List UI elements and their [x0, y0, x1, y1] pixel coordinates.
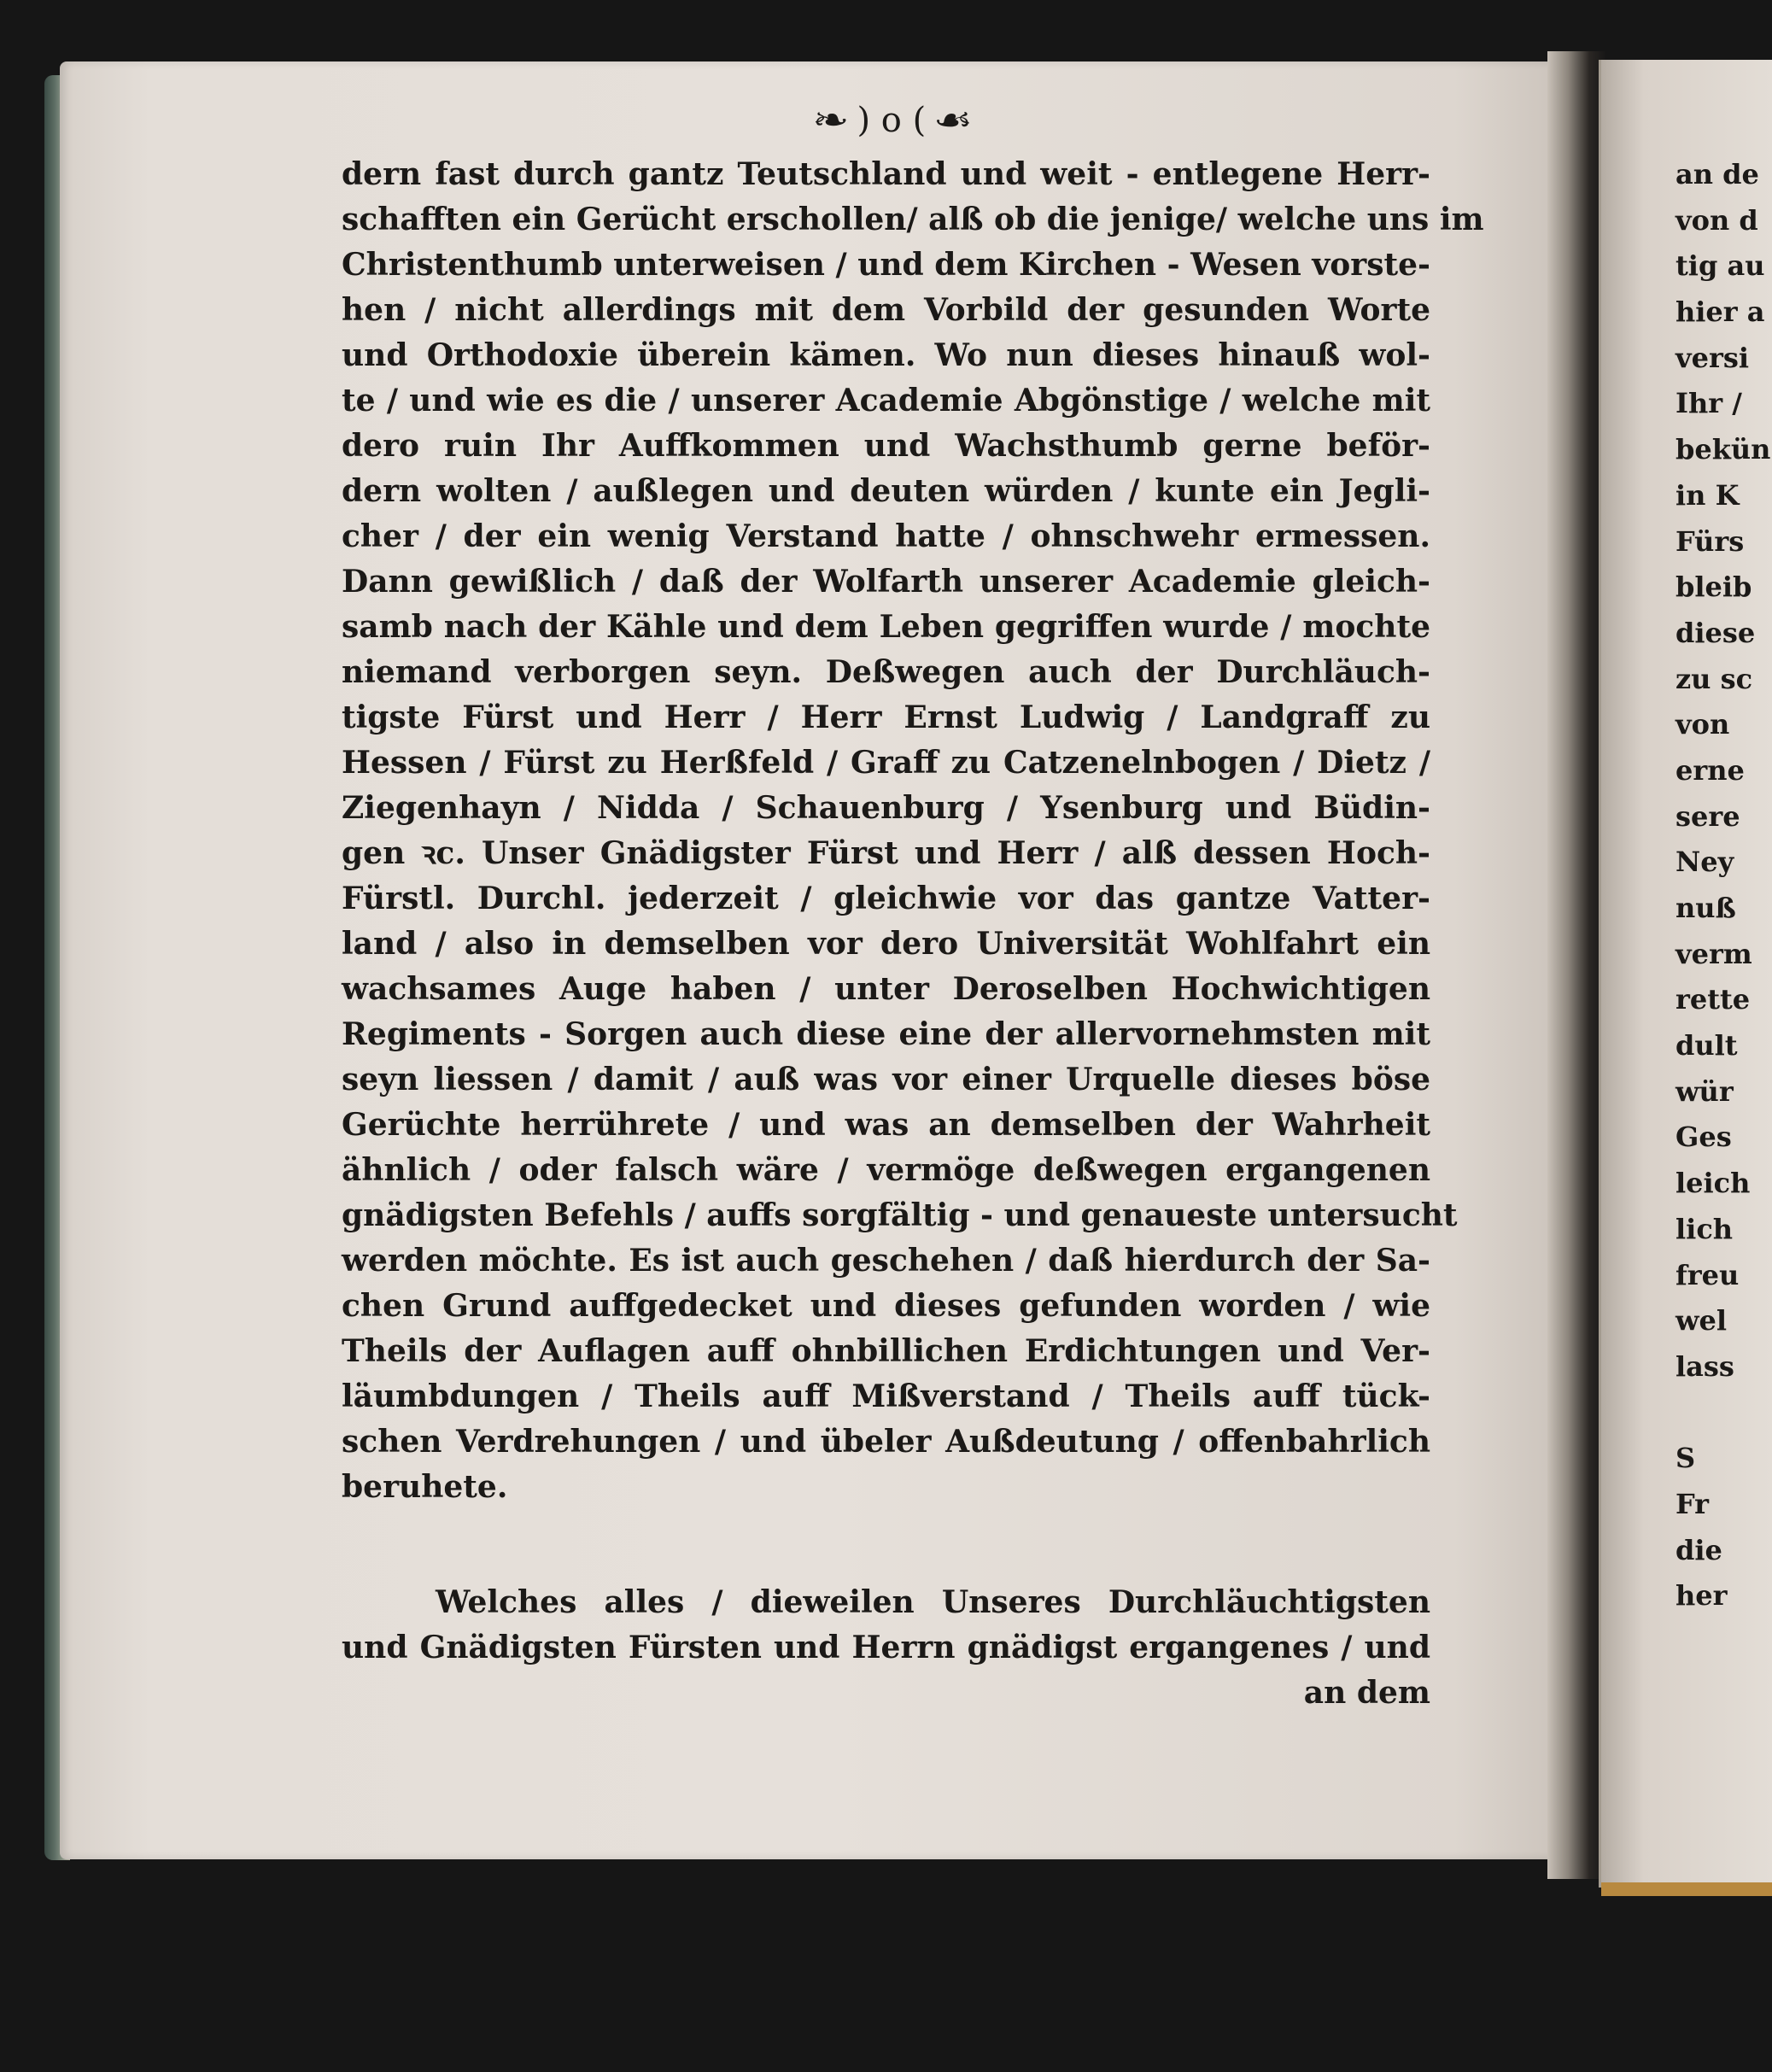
text-line: gen ꝛc. Unser Gnädigster Fürst und Herr / alß dessen Hoch- — [342, 835, 1430, 871]
text-line: beruhete. — [342, 1469, 508, 1505]
text-line: land / also in demselben vor dero Universität Wohlfahrt ein — [342, 926, 1430, 962]
facing-line: verm — [1676, 937, 1752, 970]
facing-line: leich — [1676, 1167, 1751, 1200]
facing-line: Ges — [1676, 1121, 1732, 1154]
text-line: und Gnädigsten Fürsten und Herrn gnädigst ergangenes / und — [342, 1630, 1430, 1665]
facing-line: wür — [1676, 1074, 1734, 1108]
facing-page-text — [1676, 152, 1771, 1619]
text-line: Regiments - Sorgen auch diese eine der allervornehmsten mit — [342, 1016, 1430, 1052]
facing-line: von — [1676, 708, 1730, 741]
facing-line: tig au — [1676, 249, 1765, 283]
facing-line: in K — [1676, 478, 1740, 512]
text-line: läumbdungen / Theils auff Mißverstand / Theils auff tück- — [342, 1378, 1430, 1414]
text-line: Hessen / Fürst zu Herßfeld / Graff zu Catzenelnbogen / Dietz / — [342, 745, 1430, 781]
facing-line: Fr — [1676, 1487, 1710, 1520]
main-text-block — [342, 152, 1484, 1716]
facing-line: hier a — [1676, 296, 1765, 329]
text-line: seyn liessen / damit / auß was vor einer Urquelle dieses böse — [342, 1062, 1430, 1097]
text-line: niemand verborgen seyn. Deßwegen auch der Durchläuch- — [342, 654, 1430, 690]
facing-line: bleib — [1676, 571, 1752, 604]
facing-line: zu sc — [1676, 662, 1753, 695]
text-line: Dann gewißlich / daß der Wolfarth unserer Academie gleich- — [342, 564, 1430, 600]
facing-line: Ney — [1676, 846, 1734, 879]
text-line: dern wolten / außlegen und deuten würden / kunte ein Jegli- — [342, 473, 1430, 509]
text-line: und Orthodoxie überein kämen. Wo nun dieses hinauß wol- — [342, 337, 1430, 373]
facing-line: S — [1676, 1442, 1696, 1475]
running-head — [751, 101, 1033, 140]
text-line: wachsames Auge haben / unter Deroselben Hochwichtigen — [342, 971, 1430, 1007]
facing-line — [1676, 1390, 1757, 1437]
text-line: Gerüchte herrührete / und was an demselben der Wahrheit — [342, 1107, 1430, 1143]
text-line: Christenthumb unterweisen / und dem Kirchen - Wesen vorste- — [342, 247, 1430, 283]
right-ornament-icon: ☙ — [933, 101, 974, 140]
text-line: Welches alles / dieweilen Unseres Durchläuchtigsten — [436, 1584, 1430, 1620]
facing-line: wel — [1676, 1304, 1728, 1337]
text-line: dern fast durch gantz Teutschland und weit - entlegene Herr- — [342, 156, 1430, 192]
text-line: schen Verdrehungen / und übeler Außdeutung / offenbahrlich — [342, 1424, 1430, 1460]
text-line: dero ruin Ihr Auffkommen und Wachsthumb gerne beför- — [342, 428, 1430, 464]
left-ornament-icon: ❧ — [811, 101, 850, 140]
text-line: ähnlich / oder falsch wäre / vermöge deßwegen ergangenen — [342, 1152, 1430, 1188]
facing-line: lich — [1676, 1212, 1734, 1245]
facing-line: versi — [1676, 341, 1749, 374]
facing-line: diese — [1676, 616, 1756, 649]
paragraph-gap — [342, 1510, 1430, 1580]
text-line: Fürstl. Durchl. jederzeit / gleichwie vor das gantze Vatter- — [342, 881, 1430, 916]
facing-line: erne — [1676, 753, 1745, 787]
facing-line: lass — [1676, 1349, 1734, 1383]
running-head-text: ) o ( — [857, 101, 927, 140]
facing-line: Fürs — [1676, 524, 1745, 558]
facing-line: von d — [1676, 203, 1758, 237]
text-line: Theils der Auflagen auff ohnbillichen Erdichtungen und Ver- — [342, 1333, 1430, 1369]
facing-line: freu — [1676, 1258, 1740, 1291]
text-line: gnädigsten Befehls / auffs sorgfältig - und genaueste untersucht — [342, 1197, 1458, 1233]
text-line: tigste Fürst und Herr / Herr Ernst Ludwig / Landgraff zu — [342, 699, 1430, 735]
facing-line: an de — [1676, 158, 1759, 190]
text-line: te / und wie es die / unserer Academie Abgönstige / welche mit — [342, 383, 1430, 418]
text-line: schafften ein Gerücht erschollen/ alß ob die jenige/ welche uns im — [342, 202, 1484, 237]
text-line: samb nach der Kähle und dem Leben gegriffen wurde / mochte — [342, 609, 1430, 645]
facing-line: bekün — [1676, 433, 1771, 466]
text-line: cher / der ein wenig Verstand hatte / ohnschwehr ermessen. — [342, 518, 1430, 554]
text-line: Ziegenhayn / Nidda / Schauenburg / Ysenburg und Büdin- — [342, 790, 1430, 826]
facing-line: die — [1676, 1533, 1722, 1566]
text-line: chen Grund auffgedecket und dieses gefunden worden / wie — [342, 1288, 1430, 1324]
facing-line: sere — [1676, 799, 1740, 833]
facing-line: nuß — [1676, 892, 1736, 924]
facing-line: her — [1676, 1579, 1728, 1613]
facing-line: Ihr / — [1676, 387, 1742, 420]
facing-line: dult — [1676, 1029, 1738, 1062]
text-line: werden möchte. Es ist auch geschehen / daß hierdurch der Sa- — [342, 1243, 1430, 1279]
text-line: hen / nicht allerdings mit dem Vorbild der gesunden Worte — [342, 292, 1430, 328]
facing-line: rette — [1676, 983, 1751, 1016]
catchword: an dem — [1303, 1675, 1430, 1711]
